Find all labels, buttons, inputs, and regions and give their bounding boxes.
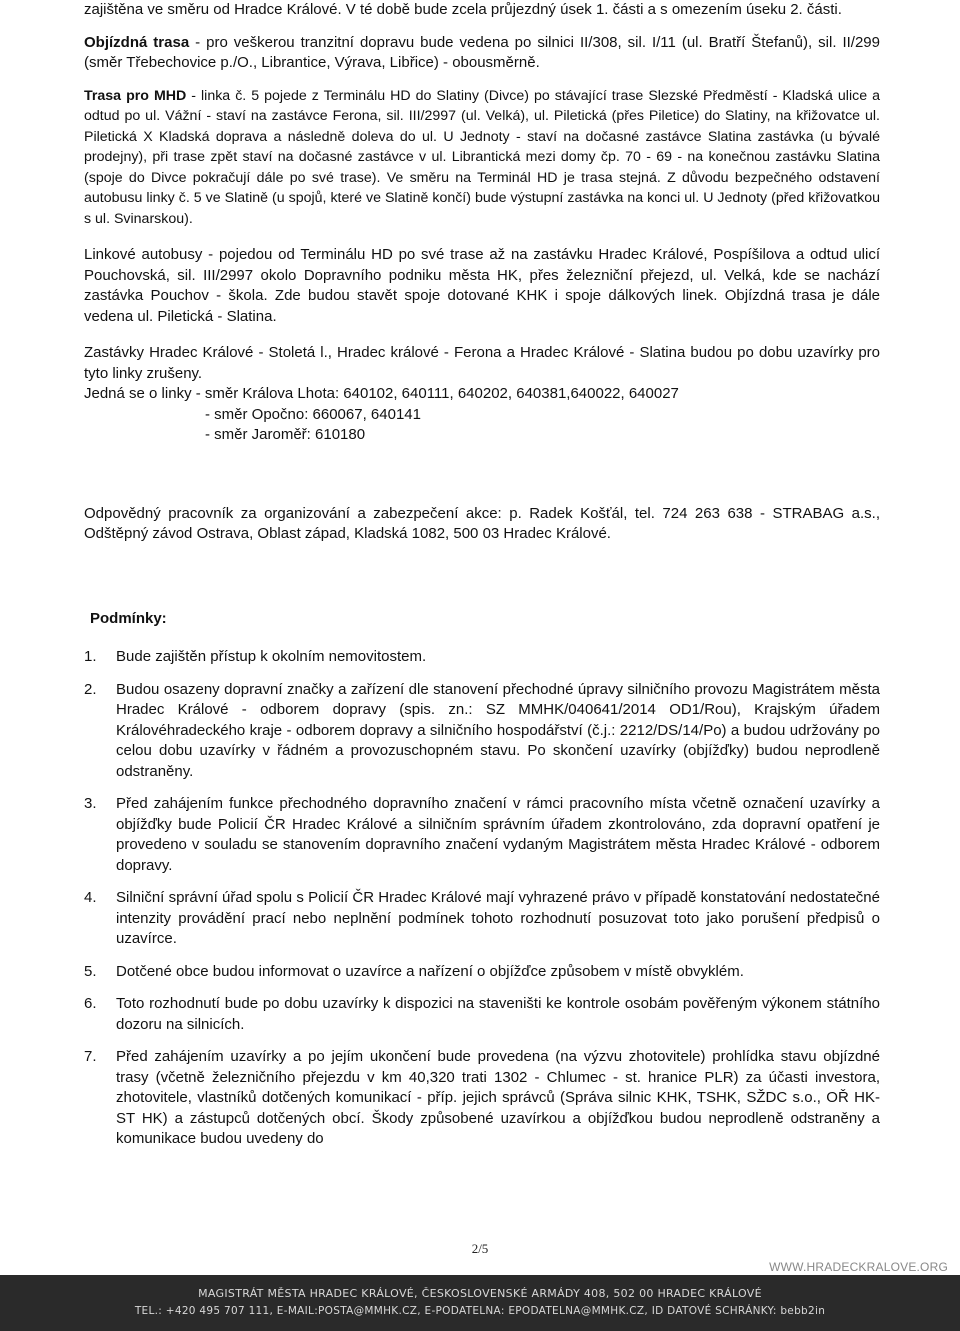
paragraph-detour-route [84,33,880,74]
condition-number: 7. [84,1048,97,1065]
mhd-route-text: - linka č. 5 pojede z Terminálu HD do Slatiny (Divce) po stávající trase Slezské Předměstí - Kladská ulice a odtud po ul. Vážní - staví na zastávce Ferona, sil. III/2997 (ul. Velká), ul. Piletická (přes Piletice) do Slatiny, na křižovatce ul. Piletická X Kladská doprava a následně doleva do ul. U Jednoty - staví na dočasné zastávce Slatina zastávka (u bývalé prodejny), při trase zpět staví na dočasné zastávce v ul. Librantická mezi domy čp. 70 - 69 - na konečnou zastávku Slatina (spoje do Divce pokračují dále po své trase). Ve směru na Terminál HD je trasa stejná. Z důvodu bezpečného odstavení autobusu linky č. 5 ve Slatině (u spojů, které ve Slatině končí) bude výstupní zastávka na konci ul. U Jednoty (před křižovatkou s ul. Svinarskou). [84,87,880,227]
condition-number: 2. [84,680,97,698]
conditions-heading: Podmínky: [90,609,167,627]
mhd-route-label: Trasa pro MHD [84,87,187,104]
condition-text: Před zahájením uzavírky a po jejím ukončení bude provedena (na výzvu zhotovitele) prohlídka stavu objízdné trasy (včetně železničního přejezdu v km 40,320 trati 1302 - Chlumec - st. hranice PLR) za účasti investora, zhotovitele, vlastníků dotčených komunikací - příp. jejich správců (Správa silnic KHK, TSHK, SŽDC s.o., OŘ HK-ST HK) a zástupců dotčených obcí. Škody způsobené uzavírkou a objížďkou budou neprodleně odstraněny a komunikace budou uvedeny do [116,1048,880,1147]
page-footer [0,1275,960,1331]
paragraph-lines-list: Jedná se o linky - směr Králova Lhota: 640102, 640111, 640202, 640381,640022, 640027 [84,385,679,402]
condition-item [84,647,880,668]
condition-text: Dotčené obce budou informovat o uzavírce a nařízení o objížďce způsobem v místě obvyklém. [116,962,744,980]
detour-route-label: Objízdná trasa [84,33,190,51]
footer-contacts: TEL.: +420 495 707 111, E-MAIL:POSTA@MMHK.CZ, E-PODATELNA: EPODATELNA@MMHK.CZ, ID DATOVÉ SCHRÁNKY: bebb2in [134,1305,826,1317]
lines-jaromer: - směr Jaroměř: 610180 [205,426,366,443]
website-link[interactable]: WWW.HRADECKRALOVE.ORG [769,1260,948,1274]
page-number: 2/5 [471,1241,489,1256]
condition-item [84,994,880,1035]
condition-text: Toto rozhodnutí bude po dobu uzavírky k dispozici na staveništi ke kontrole osobám pověřeným výkonem státního dozoru na silnicích. [116,995,880,1033]
condition-text: Budou osazeny dopravní značky a zařízení dle stanovení přechodné úpravy silničního provozu Magistrátem města Hradec Králové - odborem dopravy (spis. zn.: SZ MMHK/040641/2014 OD1/Rou), Krajským úřadem Královéhradeckého kraje - odborem dopravy a silničního hospodářství (č.j.: 2212/DS/14/Po) a budou udržovány po celou dobu uzavírky v řádném a provozuschopném stavu. Po skončení uzavírky (objížďky) budou neprodleně odstraněny. [116,680,880,780]
condition-number: 3. [84,795,97,812]
document-body [84,0,880,1162]
paragraph-cancelled-stops: Zastávky Hradec Králové - Stoletá l., Hradec králové - Ferona a Hradec Králové - Slatina budou po dobu uzavírky pro tyto linky zrušeny. [84,344,880,382]
paragraph-line-buses: Linkové autobusy - pojedou od Terminálu HD po své trase až na zastávku Hradec Králové, Pospíšilova a odtud ulicí Pouchovská, sil. III/2997 okolo Dopravního podniku města HK, přes železniční přejezd, ul. Velká, kde se nachází zastávka Pouchov - škola. Zde budou stavět spoje dotované KHK i spoje dálkových linek. Objízdná trasa je dále vedena ul. Piletická - Slatina. [84,246,880,325]
condition-number: 4. [84,889,97,906]
lines-opocno: - směr Opočno: 660067, 640141 [205,405,421,423]
conditions-list [84,647,880,1150]
footer-address: MAGISTRÁT MĚSTA HRADEC KRÁLOVÉ, ČESKOSLOVENSKÉ ARMÁDY 408, 502 00 HRADEC KRÁLOVÉ [198,1287,762,1300]
condition-number: 5. [84,962,97,980]
condition-number: 1. [84,648,97,665]
paragraph-responsible-person: Odpovědný pracovník za organizování a zabezpečení akce: p. Radek Košťál, tel. 724 263 638 - STRABAG a.s., Odštěpný závod Ostrava, Oblast západ, Kladská 1082, 500 03 Hradec Králové. [84,504,880,542]
condition-item [84,888,880,950]
condition-text: Silniční správní úřad spolu s Policií ČR Hradec Králové mají vyhrazené právo v případě konstatování nedostatečné intenzity provádění prací nebo neplnění podmínek tohoto rozhodnutí posuzovat toto jako porušení předpisů o uzavírce. [116,889,880,947]
condition-item [84,962,880,983]
paragraph-intro: zajištěna ve směru od Hradce Králové. V té době bude zcela průjezdný úsek 1. části a s omezením úseku 2. části. [84,1,842,18]
paragraph-mhd-route [84,86,880,230]
condition-number: 6. [84,995,97,1012]
detour-route-text: - pro veškerou tranzitní dopravu bude vedena po silnici II/308, sil. I/11 (ul. Bratří Štefanů), sil. II/299 (směr Třebechovice p./O., Librantice, Výrava, Libřice) - obousměrně. [84,33,880,71]
condition-item [84,680,880,783]
condition-text: Před zahájením funkce přechodného dopravního značení v rámci pracovního místa včetně označení uzavírky a objížďky bude Policií ČR Hradec Králové a silničním správním úřadem zkontrolováno, zda dopravní opatření je provedeno v souladu se stanovením dopravního značení vydaným Magistrátem města Hradec Králové - odborem dopravy. [116,795,880,874]
condition-text: Bude zajištěn přístup k okolním nemovitostem. [116,648,427,665]
condition-item [84,794,880,876]
condition-item [84,1047,880,1150]
